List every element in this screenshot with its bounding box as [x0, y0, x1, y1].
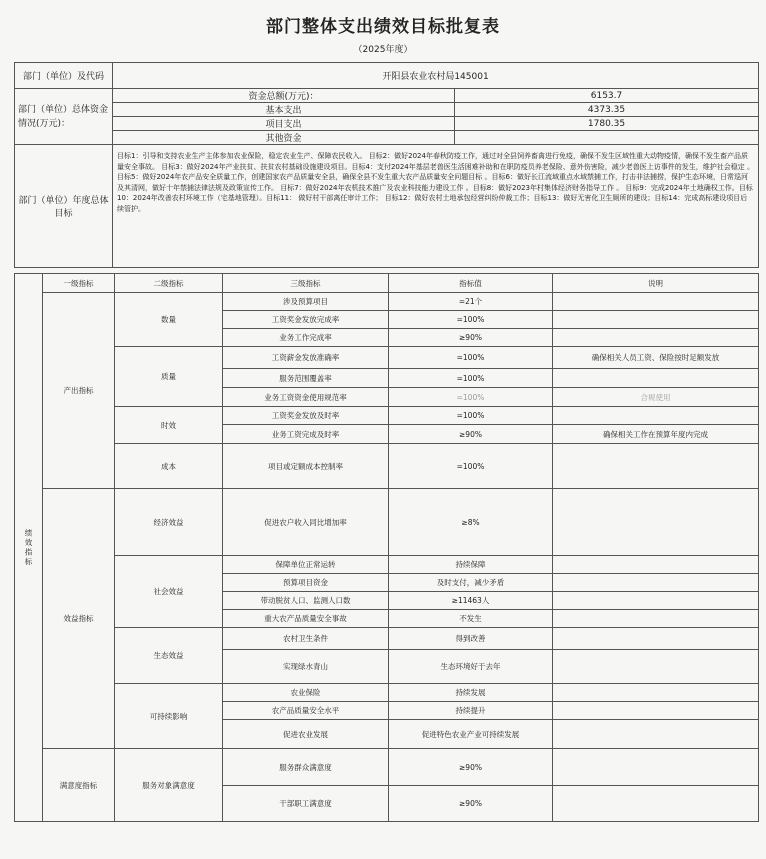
indicator-value: ≥90% [389, 749, 553, 786]
level3-indicator: 保障单位正常运转 [223, 556, 389, 574]
indicator-value: 持续发展 [389, 684, 553, 702]
indicator-note [553, 293, 759, 311]
level3-indicator: 带动脱贫人口、监测人口数 [223, 592, 389, 610]
level2-indicator: 质量 [115, 347, 223, 407]
indicator-value: =100% [389, 311, 553, 329]
level3-indicator: 项目或定额成本控制率 [223, 444, 389, 489]
indicator-value: 生态环境好于去年 [389, 650, 553, 684]
table-row [15, 749, 759, 786]
level3-indicator: 业务工资完成及时率 [223, 425, 389, 444]
indicator-value: 及时支付，减少矛盾 [389, 574, 553, 592]
funds-project-value: 1780.35 [455, 117, 759, 131]
level2-indicator: 经济效益 [115, 489, 223, 556]
indicator-note [553, 684, 759, 702]
indicator-note [553, 592, 759, 610]
level3-indicator: 工资奖金发放及时率 [223, 407, 389, 425]
table-row [15, 556, 759, 574]
table-row [15, 407, 759, 425]
level2-indicator: 成本 [115, 444, 223, 489]
budget-summary-table [14, 62, 759, 268]
funds-other-label: 其他资金 [113, 131, 455, 145]
indicator-value: ≥90% [389, 786, 553, 822]
indicator-value: =100% [389, 444, 553, 489]
dept-label: 部门（单位）及代码 [15, 63, 113, 89]
year-subtitle: （2025年度） [353, 45, 413, 55]
level3-indicator: 实现绿水青山 [223, 650, 389, 684]
level3-indicator: 干部职工满意度 [223, 786, 389, 822]
indicator-note: 确保相关工作在预算年度内完成 [553, 425, 759, 444]
level3-indicator: 工资薪金发放准确率 [223, 347, 389, 369]
indicator-note [553, 702, 759, 720]
indicator-note [553, 574, 759, 592]
indicator-note [553, 329, 759, 347]
indicator-value: =100% [389, 369, 553, 388]
table-row [15, 347, 759, 369]
header-col-2: 二级指标 [115, 274, 223, 293]
funds-basic-label: 基本支出 [113, 103, 455, 117]
level3-indicator: 农村卫生条件 [223, 628, 389, 650]
level3-indicator: 服务群众满意度 [223, 749, 389, 786]
table-row [15, 489, 759, 556]
goals-text: 目标1：引导和支持农业生产主体参加农业保险，稳定农业生产、保障农民收入。 目标2：做好2024年春秋防疫工作，通过对全县饲养畜禽进行免疫，确保不发生区域性重大动物疫情，确保不发生畜产品质量安全事故。 目标3：做好2024年产业扶贫、扶贫农村基础设施建设项目。目标4：支付2024年基层老兽医生活困难补助和在职防疫员养老保险、意外伤害险，减少老兽医上访事件的发生，维护社会稳定 。目标5：做好2024年农产品安全质量工作，创建国家农产品质量安全县，确保全县不发生重大农产品质量安全问题目标 。目标6：做好长江流域重点水域禁捕工作，打击非法捕捞，保护生态环境，日常巡河及其清网，做好十年禁捕法律法规及政策宣传工作。 目标7：做好2024年农机技术推广及农业科技能力建设工作 。目标8：做好2023年村集体经济财务指导工作 。 目标9：完成2024年土地确权工作。目标10：2024年改善农村环境工作（宅基地管理）。目标11： 做好村干部离任审计工作； 目标12：做好农村土地承包经营纠纷仲裁工作；目标13：做好无害化卫生厕所的建设；目标14：完成高标建设项目后续管护。 [113, 145, 759, 268]
goals-label: 部门（单位）年度总体目标 [15, 145, 113, 268]
level3-indicator: 工资奖金发放完成率 [223, 311, 389, 329]
header-col-1: 一级指标 [43, 274, 115, 293]
header-col-4: 指标值 [389, 274, 553, 293]
indicator-value: 持续提升 [389, 702, 553, 720]
funds-basic-value: 4373.35 [455, 103, 759, 117]
indicator-note [553, 628, 759, 650]
funds-label: 部门（单位）总体资金 情况(万元)： [15, 89, 113, 145]
indicator-note [553, 369, 759, 388]
level2-indicator: 数量 [115, 293, 223, 347]
table-row [15, 684, 759, 702]
level3-indicator: 重大农产品质量安全事故 [223, 610, 389, 628]
level3-indicator: 业务工作完成率 [223, 329, 389, 347]
dept-value: 开阳县农业农村局145001 [113, 63, 759, 89]
indicator-note [553, 610, 759, 628]
indicator-note [553, 720, 759, 749]
indicator-value: 持续保障 [389, 556, 553, 574]
indicator-note [553, 650, 759, 684]
level3-indicator: 农产品质量安全水平 [223, 702, 389, 720]
level3-indicator: 促进农户收入同比增加率 [223, 489, 389, 556]
indicator-value: =21个 [389, 293, 553, 311]
side-label-performance: 绩效指标 [15, 274, 43, 822]
level3-indicator: 业务工资资金使用规范率 [223, 388, 389, 407]
page-title: 部门整体支出绩效目标批复表 [266, 17, 500, 37]
level2-indicator: 可持续影响 [115, 684, 223, 749]
level1-indicator: 满意度指标 [43, 749, 115, 822]
table-row [15, 628, 759, 650]
table-row [15, 444, 759, 489]
indicator-value: =100% [389, 347, 553, 369]
indicator-note [553, 444, 759, 489]
level1-indicator: 产出指标 [43, 293, 115, 489]
indicator-value: 不发生 [389, 610, 553, 628]
indicator-value: ≥90% [389, 425, 553, 444]
indicator-note [553, 311, 759, 329]
indicator-table [14, 273, 759, 822]
level3-indicator: 促进农业发展 [223, 720, 389, 749]
header-col-5: 说明 [553, 274, 759, 293]
header-col-3: 三级指标 [223, 274, 389, 293]
indicator-value: 得到改善 [389, 628, 553, 650]
level3-indicator: 农业保险 [223, 684, 389, 702]
level2-indicator: 生态效益 [115, 628, 223, 684]
level2-indicator: 社会效益 [115, 556, 223, 628]
indicator-value: ≥90% [389, 329, 553, 347]
indicator-value: =100% [389, 388, 553, 407]
level1-indicator: 效益指标 [43, 489, 115, 749]
indicator-note [553, 786, 759, 822]
indicator-note [553, 407, 759, 425]
indicator-value: 促进特色农业产业可持续发展 [389, 720, 553, 749]
indicator-value: =100% [389, 407, 553, 425]
level3-indicator: 预算项目资金 [223, 574, 389, 592]
funds-total-value: 6153.7 [455, 89, 759, 103]
indicator-note [553, 556, 759, 574]
funds-project-label: 项目支出 [113, 117, 455, 131]
funds-total-label: 资金总额(万元)： [113, 89, 455, 103]
funds-other-value [455, 131, 759, 145]
indicator-note [553, 749, 759, 786]
indicator-note: 确保相关人员工资、保险按时足额发放 [553, 347, 759, 369]
table-row [15, 293, 759, 311]
level3-indicator: 涉及预算项目 [223, 293, 389, 311]
indicator-note: 合规使用 [553, 388, 759, 407]
indicator-value: ≥8% [389, 489, 553, 556]
level3-indicator: 服务范围覆盖率 [223, 369, 389, 388]
level2-indicator: 服务对象满意度 [115, 749, 223, 822]
indicator-note [553, 489, 759, 556]
indicator-value: ≥11463人 [389, 592, 553, 610]
level2-indicator: 时效 [115, 407, 223, 444]
